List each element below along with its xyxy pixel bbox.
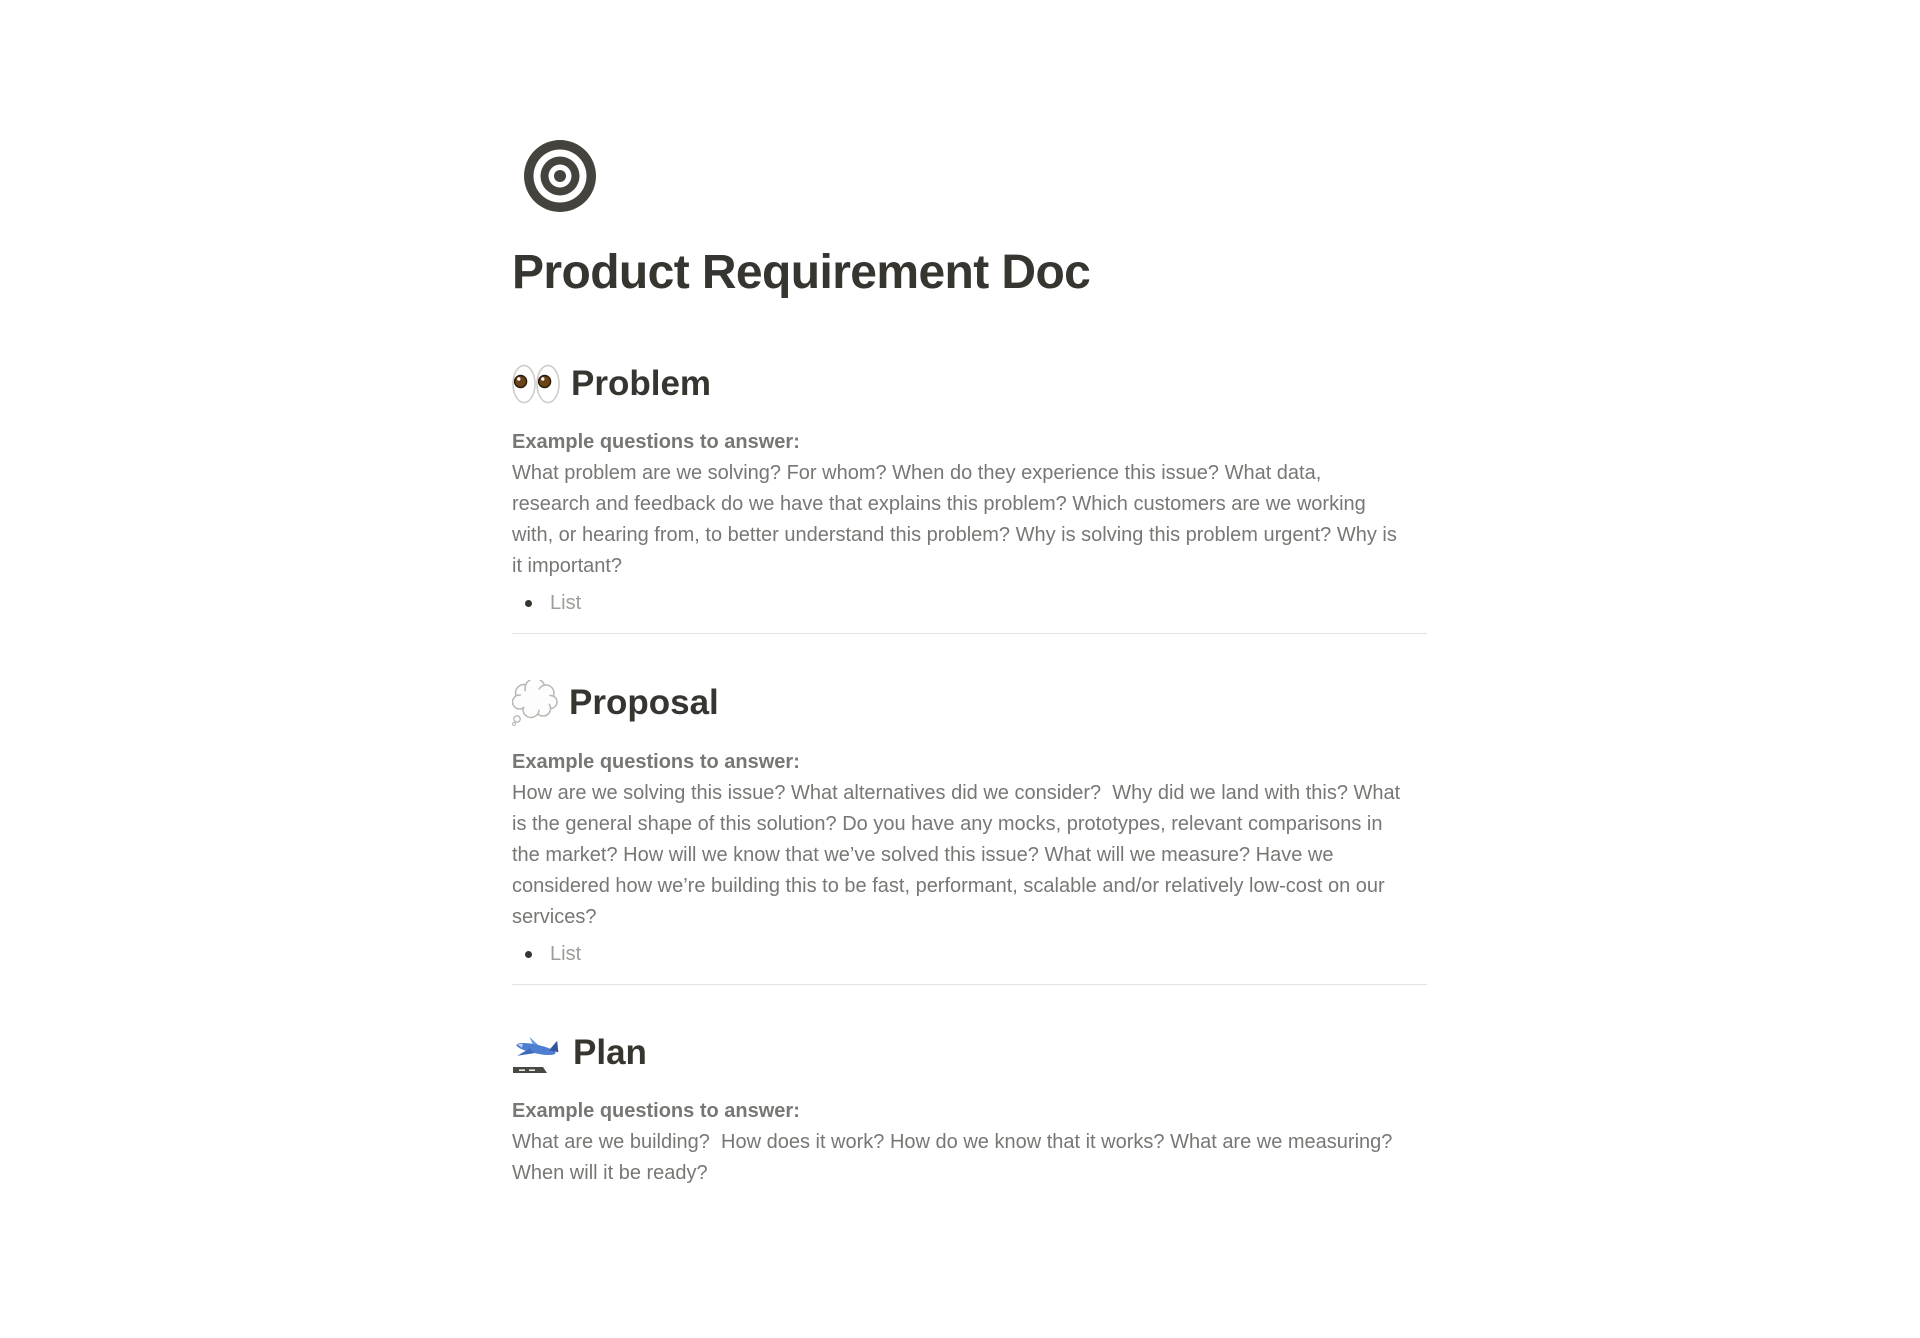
section-text-plan[interactable] (512, 1096, 1402, 1189)
example-questions-label: Example questions to answer: (512, 750, 800, 773)
divider (512, 984, 1427, 985)
section-heading-proposal[interactable] (512, 680, 1427, 726)
target-bullseye-icon[interactable] (523, 139, 597, 213)
document-page (512, 139, 1427, 1189)
list-placeholder[interactable]: List (550, 591, 582, 614)
section-text-problem[interactable] (512, 427, 1402, 582)
section-heading-label: Plan (573, 1032, 647, 1072)
bullet-icon (525, 951, 532, 958)
bullet-icon (525, 600, 532, 607)
section-heading-problem[interactable] (512, 362, 1427, 406)
section-heading-label: Proposal (569, 682, 719, 722)
divider (512, 633, 1427, 634)
thought-balloon-emoji-icon (512, 680, 558, 726)
example-questions-label: Example questions to answer: (512, 430, 800, 453)
bullet-list-item[interactable] (512, 939, 1427, 970)
section-heading-label: Problem (571, 363, 712, 403)
section-text-proposal[interactable] (512, 747, 1406, 933)
section-heading-plan[interactable] (512, 1031, 1427, 1075)
eyes-emoji-icon (512, 364, 560, 404)
bullet-list-item[interactable] (512, 588, 1427, 619)
example-questions-body: What problem are we solving? For whom? When do they experience this issue? What data, research and feedback do we have that explains this problem? Which customers are we working with, or hearing from, to better understand this problem? Why is solving this problem urgent? Why is it important? (512, 461, 1403, 577)
airplane-departure-emoji-icon (512, 1032, 562, 1074)
list-placeholder[interactable]: List (550, 942, 582, 965)
example-questions-label: Example questions to answer: (512, 1099, 800, 1122)
page-title[interactable]: Product Requirement Doc (512, 246, 1091, 299)
example-questions-body: What are we building? How does it work? How do we know that it works? What are we measuring? When will it be ready? (512, 1130, 1398, 1184)
example-questions-body: How are we solving this issue? What alternatives did we consider? Why did we land with this? What is the general shape of this solution? Do you have any mocks, prototypes, relevant comparisons in the market? How will we know that we’ve solved this issue? What will we measure? Have we considered how we’re building this to be fast, performant, scalable and/or relatively low-cost on our services? (512, 781, 1406, 928)
